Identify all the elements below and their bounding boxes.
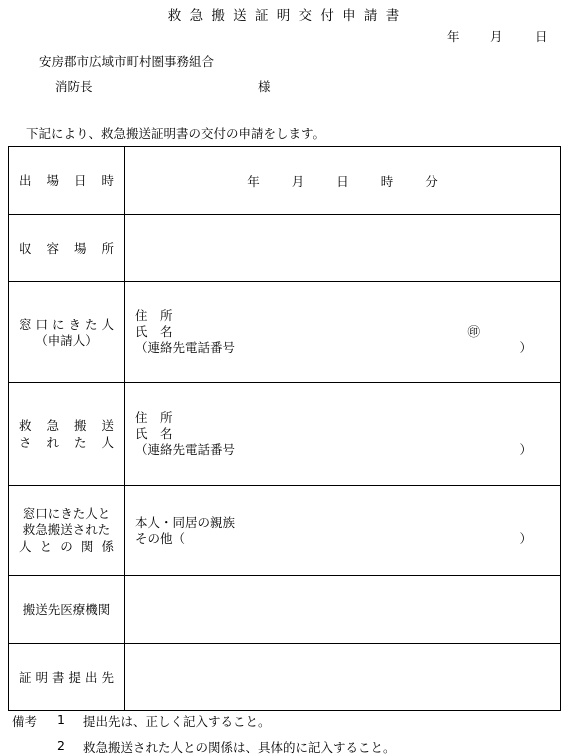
label-text-line1: 救急搬送: [19, 418, 114, 433]
addressee-organization: 安房郡市広域市町村圏事務組合: [39, 54, 215, 69]
transported-phone-close: ）: [519, 442, 532, 457]
relationship-other-close: ）: [519, 530, 532, 546]
date-part-minute: 分: [425, 173, 438, 189]
transported-address-label: 住 所: [135, 410, 173, 425]
field-applicant[interactable]: [125, 282, 561, 383]
label-submission-destination: [9, 644, 125, 711]
field-hospital[interactable]: [125, 576, 561, 644]
row-dispatch-datetime: [9, 147, 561, 215]
applicant-phone-close: ）: [519, 340, 532, 355]
label-hospital: [9, 576, 125, 644]
application-form-table: [8, 146, 561, 711]
transported-phone-label: [125, 442, 560, 458]
transported-phone-text: （連絡先電話番号: [135, 442, 236, 457]
date-day-label: 日: [535, 29, 548, 44]
date-part-day: 日: [336, 173, 349, 189]
date-part-month: 月: [291, 173, 305, 189]
label-text-line2: された人: [19, 435, 114, 450]
row-relationship: [9, 486, 561, 576]
label-transported-person: [9, 383, 125, 486]
row-hospital: [9, 576, 561, 644]
label-relationship: [9, 486, 125, 576]
note-text: 救急搬送された人との関係は、具体的に記入すること。: [83, 740, 396, 755]
label-text: 証明書提出先: [19, 669, 114, 685]
label-text-line2: （申請人）: [35, 332, 98, 348]
seal-icon: ㊞: [467, 324, 480, 339]
label-text-line2: 救急搬送された: [22, 522, 111, 537]
note-text: 提出先は、正しく記入すること。: [83, 714, 271, 729]
label-text: 出場日時: [19, 173, 114, 188]
label-receiving-place: [9, 215, 125, 282]
label-dispatch-datetime: [9, 147, 125, 215]
applicant-phone-label: [125, 340, 560, 356]
label-text-line1: 窓口にきた人と: [22, 506, 111, 521]
date-year-label: 年: [447, 29, 460, 44]
relationship-option-family: 本人・同居の親族: [135, 514, 236, 530]
label-text: 搬送先医療機関: [22, 601, 111, 617]
applicant-name-label: [125, 324, 560, 340]
row-receiving-place: [9, 215, 561, 282]
applicant-name-text: 氏 名: [135, 324, 173, 339]
notes-label: 備考: [12, 714, 38, 729]
row-transported-person: [9, 383, 561, 486]
relationship-other-text: その他（: [135, 530, 186, 546]
label-applicant: [9, 282, 125, 383]
addressee-honorific: 様: [258, 79, 271, 94]
transported-name-label: 氏 名: [135, 426, 173, 441]
row-applicant: [9, 282, 561, 383]
note-number: 1: [57, 712, 65, 727]
date-month-label: 月: [490, 29, 503, 44]
field-dispatch-datetime[interactable]: [125, 147, 561, 215]
applicant-phone-text: （連絡先電話番号: [135, 340, 236, 355]
addressee-chief: 消防長: [55, 79, 93, 94]
label-text-line1: 窓口にきた人: [19, 316, 114, 332]
date-part-year: 年: [247, 173, 260, 189]
document-title: 救 急 搬 送 証 明 交 付 申 請 書: [167, 8, 402, 24]
label-text-line3: 人との関係: [19, 539, 114, 554]
relationship-option-other: [125, 531, 560, 547]
field-relationship[interactable]: [125, 486, 561, 576]
row-submission-destination: [9, 644, 561, 711]
field-receiving-place[interactable]: [125, 215, 561, 282]
field-submission-destination[interactable]: [125, 644, 561, 711]
intro-text: 下記により、救急搬送証明書の交付の申請をします。: [26, 126, 326, 141]
field-transported-person[interactable]: [125, 383, 561, 486]
label-text: 収容場所: [19, 240, 114, 256]
applicant-address-label: 住 所: [135, 308, 173, 323]
note-number: 2: [57, 738, 65, 753]
date-part-hour: 時: [380, 173, 394, 189]
